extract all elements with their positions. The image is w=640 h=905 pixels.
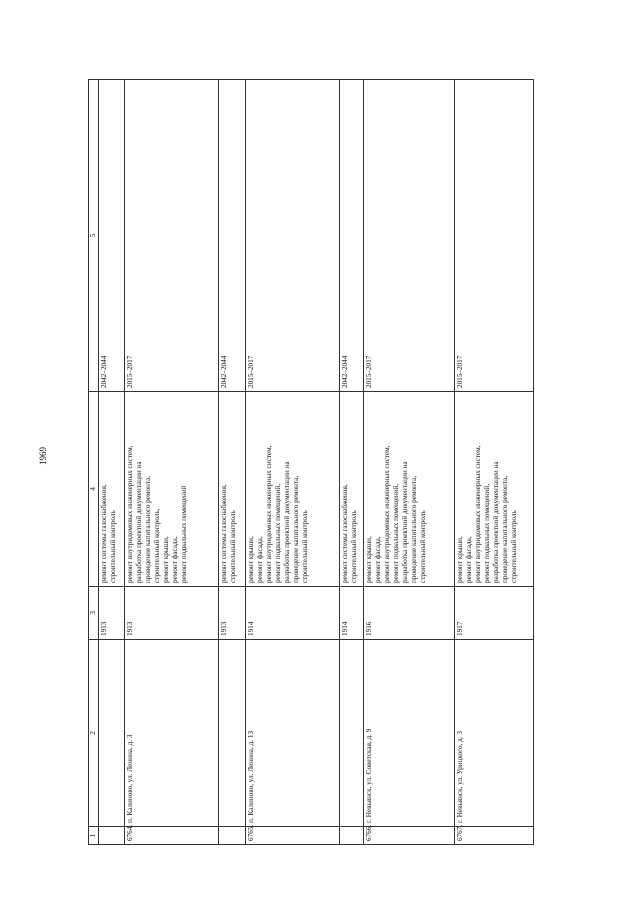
work-item: проведение капитального ремонта, bbox=[292, 475, 300, 583]
table-row bbox=[99, 80, 125, 845]
row-works bbox=[340, 392, 364, 587]
header-col-3: 3 bbox=[89, 587, 99, 640]
row-works bbox=[219, 392, 246, 587]
row-year: 1913 bbox=[219, 587, 246, 640]
work-item: ремонт фасада, bbox=[256, 536, 264, 583]
header-col-5: 5 bbox=[89, 80, 99, 392]
row-number: 6764. bbox=[125, 827, 219, 845]
row-number bbox=[340, 827, 364, 845]
work-item: ремонт подвальных помещений, bbox=[274, 483, 282, 583]
work-item: строительный контроль bbox=[350, 510, 358, 583]
work-item: ремонт системы газоснабжения, bbox=[220, 484, 228, 583]
row-period: 2015–2017 bbox=[364, 80, 455, 392]
work-item: ремонт системы газоснабжения, bbox=[341, 484, 349, 583]
table-frame bbox=[88, 80, 532, 845]
row-address bbox=[219, 640, 246, 827]
work-item: ремонт фасада, bbox=[171, 536, 179, 583]
row-address: п. Калиново, ул. Ленина, д. 13 bbox=[246, 640, 340, 827]
work-item: ремонт фасада, bbox=[374, 536, 382, 583]
row-works bbox=[364, 392, 455, 587]
row-year: 1916 bbox=[364, 587, 455, 640]
row-year: 1917 bbox=[455, 587, 534, 640]
work-item: ремонт внутридомовых инженерных систем, bbox=[383, 445, 391, 583]
work-item: разработка проектной документации на bbox=[135, 461, 143, 583]
work-item: строительный контроль bbox=[510, 510, 518, 583]
row-period: 2015–2017 bbox=[125, 80, 219, 392]
table-row bbox=[340, 80, 364, 845]
row-address bbox=[340, 640, 364, 827]
work-item: ремонт крыши, bbox=[365, 536, 373, 583]
row-number bbox=[99, 827, 125, 845]
header-col-4: 4 bbox=[89, 392, 99, 587]
header-col-2: 2 bbox=[89, 640, 99, 827]
row-period: 2042–2044 bbox=[219, 80, 246, 392]
row-period: 2015–2017 bbox=[455, 80, 534, 392]
work-item: разработка проектной документации на bbox=[283, 461, 291, 583]
table-row bbox=[246, 80, 340, 845]
row-address bbox=[99, 640, 125, 827]
row-number bbox=[219, 827, 246, 845]
work-item: строительный контроль bbox=[301, 510, 309, 583]
row-year: 1913 bbox=[99, 587, 125, 640]
table-body bbox=[99, 80, 534, 845]
work-item: проведение капитального ремонта, bbox=[501, 475, 509, 583]
table-row bbox=[125, 80, 219, 845]
row-address: г. Невьянск, ул. Советская, д. 9 bbox=[364, 640, 455, 827]
table-row bbox=[219, 80, 246, 845]
work-item: строительный контроль bbox=[229, 510, 237, 583]
row-works bbox=[246, 392, 340, 587]
rotated-table-wrapper bbox=[88, 80, 532, 845]
row-period: 2015–2017 bbox=[246, 80, 340, 392]
row-year: 1914 bbox=[340, 587, 364, 640]
repair-schedule-table bbox=[88, 79, 534, 845]
work-item: ремонт крыши, bbox=[247, 536, 255, 583]
work-item: ремонт внутридомовых инженерных систем, bbox=[126, 445, 134, 583]
row-period: 2042–2044 bbox=[340, 80, 364, 392]
work-item: ремонт внутридомовых инженерных систем, bbox=[474, 445, 482, 583]
row-works bbox=[455, 392, 534, 587]
work-item: разработка проектной документации на bbox=[401, 461, 409, 583]
row-year: 1914 bbox=[246, 587, 340, 640]
work-item: ремонт крыши, bbox=[162, 536, 170, 583]
row-number: 6767. bbox=[455, 827, 534, 845]
row-number: 6766. bbox=[364, 827, 455, 845]
table-row bbox=[364, 80, 455, 845]
work-item: проведение капитального ремонта, bbox=[410, 475, 418, 583]
work-item: разработка проектной документации на bbox=[492, 461, 500, 583]
work-item: ремонт фасада, bbox=[465, 536, 473, 583]
work-item: ремонт крыши, bbox=[456, 536, 464, 583]
row-works bbox=[125, 392, 219, 587]
row-works bbox=[99, 392, 125, 587]
work-item: строительный контроль bbox=[109, 510, 117, 583]
row-address: п. Калиново, ул. Ленина, д. 3 bbox=[125, 640, 219, 827]
work-item: строительный контроль bbox=[419, 510, 427, 583]
page-number: 1969 bbox=[38, 447, 48, 465]
row-year: 1913 bbox=[125, 587, 219, 640]
header-row bbox=[89, 80, 99, 845]
table-row bbox=[455, 80, 534, 845]
work-item: ремонт внутридомовых инженерных систем, bbox=[265, 445, 273, 583]
row-address: г. Невьянск, ул. Урицкого, д. 3 bbox=[455, 640, 534, 827]
row-period: 2042–2044 bbox=[99, 80, 125, 392]
work-item: ремонт подвальных помещений, bbox=[483, 483, 491, 583]
work-item: проведение капитального ремонта, bbox=[144, 475, 152, 583]
work-item: строительный контроль, bbox=[153, 508, 161, 583]
work-item: ремонт подвальных помещений bbox=[180, 485, 188, 583]
header-col-1: 1 bbox=[89, 827, 99, 845]
work-item: ремонт системы газоснабжения, bbox=[100, 484, 108, 583]
row-number: 6765. bbox=[246, 827, 340, 845]
work-item: ремонт подвальных помещений, bbox=[392, 483, 400, 583]
